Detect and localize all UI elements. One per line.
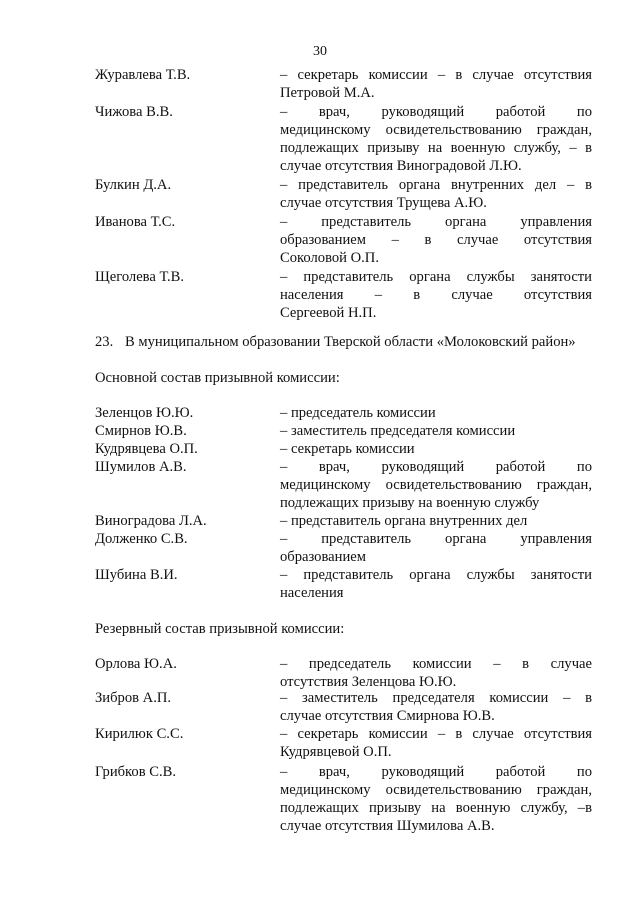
member-name: Шумилов А.В. bbox=[95, 459, 187, 475]
member-role: – представитель органа внутренних дел bbox=[280, 513, 528, 529]
main-composition-heading: Основной состав призывной комиссии: bbox=[95, 370, 340, 386]
member-name: Щеголева Т.В. bbox=[95, 269, 184, 285]
member-role: – врач, руководящий работой по медицинскому освидетельствованию граждан, подлежащих призыву на военную службу bbox=[280, 459, 592, 511]
section-title bbox=[95, 333, 576, 351]
section-title-text: В муниципальном образовании Тверской области «Молоковский район» bbox=[125, 334, 576, 350]
member-role: – секретарь комиссии – в случае отсутствия Кудрявцевой О.П. bbox=[280, 726, 592, 760]
member-row bbox=[95, 103, 592, 176]
member-role: – секретарь комиссии bbox=[280, 441, 415, 457]
member-name: Орлова Ю.А. bbox=[95, 656, 177, 672]
member-row bbox=[95, 404, 592, 422]
reserve-composition-heading: Резервный состав призывной комиссии: bbox=[95, 621, 345, 637]
member-role: – представитель органа внутренних дел – в случае отсутствия Трущева А.Ю. bbox=[280, 177, 592, 211]
member-role: – врач, руководящий работой по медицинскому освидетельствованию граждан, подлежащих призыву на военную службу, –в случае отсутствия Шумилова А.В. bbox=[280, 764, 592, 834]
member-name: Шубина В.И. bbox=[95, 567, 178, 583]
member-name: Смирнов Ю.В. bbox=[95, 423, 187, 439]
member-row bbox=[95, 268, 592, 322]
reserve-composition-list bbox=[95, 655, 592, 835]
member-row bbox=[95, 530, 592, 566]
member-row bbox=[95, 422, 592, 440]
member-name: Журавлева Т.В. bbox=[95, 67, 191, 83]
member-row bbox=[95, 176, 592, 213]
member-row bbox=[95, 66, 592, 103]
member-name: Зибров А.П. bbox=[95, 690, 172, 706]
member-row bbox=[95, 566, 592, 602]
member-role: – представитель органа службы занятости населения bbox=[280, 567, 592, 601]
member-role: – председатель комиссии bbox=[280, 405, 436, 421]
member-name: Зеленцов Ю.Ю. bbox=[95, 405, 194, 421]
member-name: Кудрявцева О.П. bbox=[95, 441, 198, 457]
member-row bbox=[95, 763, 592, 835]
member-name: Долженко С.В. bbox=[95, 531, 188, 547]
member-role: – представитель органа управления образованием bbox=[280, 531, 592, 565]
member-name: Кирилюк С.С. bbox=[95, 726, 184, 742]
member-role: – заместитель председателя комиссии bbox=[280, 423, 516, 439]
member-name: Булкин Д.А. bbox=[95, 177, 172, 193]
member-name: Виноградова Л.А. bbox=[95, 513, 207, 529]
member-row bbox=[95, 213, 592, 268]
member-name: Чижова В.В. bbox=[95, 104, 173, 120]
member-name: Грибков С.В. bbox=[95, 764, 176, 780]
section-number: 23. bbox=[95, 334, 114, 350]
member-role: – секретарь комиссии – в случае отсутствия Петровой М.А. bbox=[280, 67, 592, 101]
member-role: – заместитель председателя комиссии – в случае отсутствия Смирнова Ю.В. bbox=[280, 690, 592, 724]
member-row bbox=[95, 458, 592, 512]
member-row bbox=[95, 689, 592, 725]
member-row bbox=[95, 440, 592, 458]
member-role: – председатель комиссии – в случае отсутствия Зеленцова Ю.Ю. bbox=[280, 656, 592, 690]
member-row bbox=[95, 725, 592, 763]
page-number: 30 bbox=[313, 44, 327, 59]
member-row bbox=[95, 655, 592, 689]
main-composition-list bbox=[95, 404, 592, 602]
member-role: – представитель органа управления образованием – в случае отсутствия Соколовой О.П. bbox=[280, 214, 592, 266]
reserve-list-continued bbox=[95, 66, 592, 322]
member-name: Иванова Т.С. bbox=[95, 214, 176, 230]
member-role: – врач, руководящий работой по медицинскому освидетельствованию граждан, подлежащих призыву на военную службу, – в случае отсутствия Виноградовой Л.Ю. bbox=[280, 104, 592, 174]
member-role: – представитель органа службы занятости населения – в случае отсутствия Сергеевой Н.П. bbox=[280, 269, 592, 321]
member-row bbox=[95, 512, 592, 530]
